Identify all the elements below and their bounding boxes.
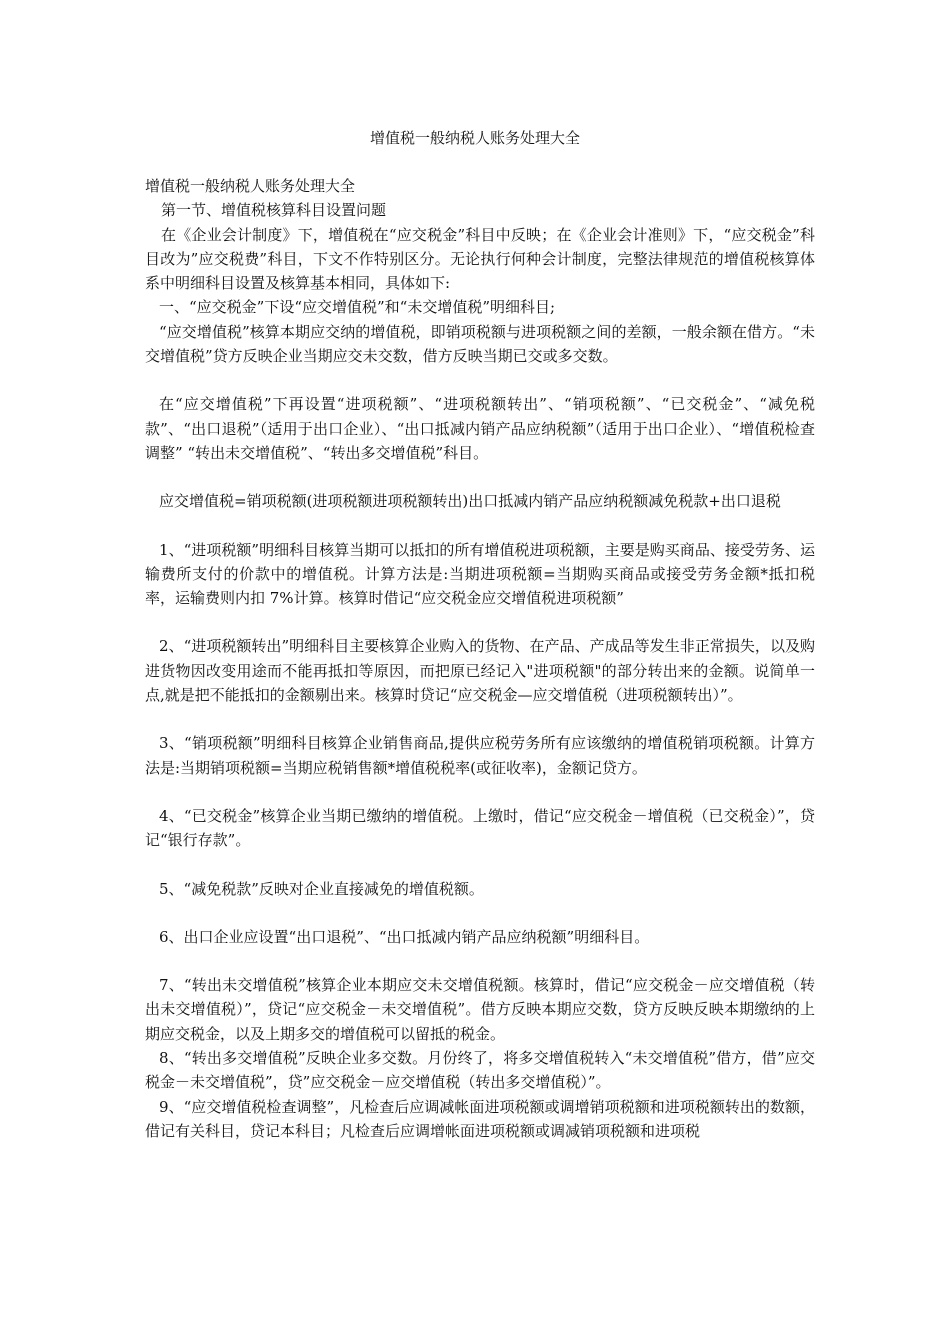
paragraph-section-title: 第一节、增值税核算科目设置问题	[161, 201, 387, 220]
paragraph-overpaid-transfer: 8、“转出多交增值税”反映企业多交数。月份终了，将多交增值税转入“未交增值税”借方，借”应交税金－未交增值税”，贷”应交税金－应交增值税（转出多交增值税）”。	[145, 1049, 815, 1092]
paragraph-output-tax: 3、“销项税额”明细科目核算企业销售商品,提供应税劳务所有应该缴纳的增值税销项税额。计算方法是:当期销项税额=当期应税销售额*增值税税率(或征收率)，金额记贷方。	[145, 734, 815, 777]
paragraph-tax-relief: 5、“减免税款”反映对企业直接减免的增值税额。	[159, 879, 484, 898]
document-title: 增值税一般纳税人账务处理大全	[369, 129, 580, 147]
paragraph-item-one: 一、“应交税金”下设“应交增值税”和“未交增值税”明细科目;	[159, 298, 556, 317]
paragraph-tax-paid: 4、“已交税金”核算企业当期已缴纳的增值税。上缴时，借记“应交税金－增值税（已交税金）”，贷记“银行存款”。	[145, 806, 815, 850]
paragraph-vat-payable: “应交增值税”核算本期应交纳的增值税，即销项税额与进项税额之间的差额，一般余额在借方。“未交增值税”贷方反映企业当期应交未交数，借方反映当期已交或多交数。	[145, 322, 815, 366]
document-body	[145, 174, 815, 1143]
paragraph-input-tax: 1、“进项税额”明细科目核算当期可以抵扣的所有增值税进项税额，主要是购买商品、接受劳务、运输费所支付的价款中的增值税。计算方法是:当期进项税额=当期购买商品或接受劳务金额*抵扣税率，运输费则内扣 7%计算。核算时借记“应交税金应交增值税进项税额”	[145, 540, 815, 608]
paragraph-heading: 增值税一般纳税人账务处理大全	[145, 177, 356, 195]
paragraph-input-tax-transfer: 2、“进项税额转出”明细科目主要核算企业购入的货物、在产品、产成品等发生非正常损失，以及购进货物因改变用途而不能再抵扣等原因，而把原已经记入"进项税额"的部分转出来的金额。说简单一点,就是把不能抵扣的金额剔出来。核算时贷记“应交税金—应交增值税（进项税额转出）”。	[145, 637, 815, 705]
paragraph-intro: 在《企业会计制度》下，增值税在“应交税金”科目中反映；在《企业会计准则》下，“应交税金”科目改为”应交税费”科目，下文不作特别区分。无论执行何种会计制度，完整法律规范的增值税核算体系中明细科目设置及核算基本相同，具体如下:	[145, 225, 815, 293]
paragraph-sub-accounts: 在“应交增值税”下再设置“进项税额”、“进项税额转出”、“销项税额”、“已交税金”、“减免税款”、“出口退税”（适用于出口企业）、“出口抵减内销产品应纳税额”（适用于出口企业）、“增值税检查调整” “转出未交增值税”、“转出多交增值税”科目。	[145, 395, 815, 462]
paragraph-export: 6、出口企业应设置“出口退税”、“出口抵减内销产品应纳税额”明细科目。	[159, 927, 650, 946]
paragraph-formula: 应交增值税=销项税额(进项税额进项税额转出)出口抵减内销产品应纳税额减免税款+出口退税	[159, 492, 781, 511]
paragraph-unpaid-transfer: 7、“转出未交增值税”核算企业本期应交未交增值税额。核算时，借记“应交税金－应交增值税（转出未交增值税）”，贷记“应交税金－未交增值税”。借方反映本期应交数，贷方反映反映本期缴纳的上期应交税金，以及上期多交的增值税可以留抵的税金。	[145, 976, 815, 1043]
paragraph-inspection-adjust: 9、“应交增值税检查调整”，凡检查后应调减帐面进项税额或调增销项税额和进项税额转出的数额，借记有关科目，贷记本科目；凡检查后应调增帐面进项税额或调减销项税额和进项税	[145, 1097, 815, 1140]
